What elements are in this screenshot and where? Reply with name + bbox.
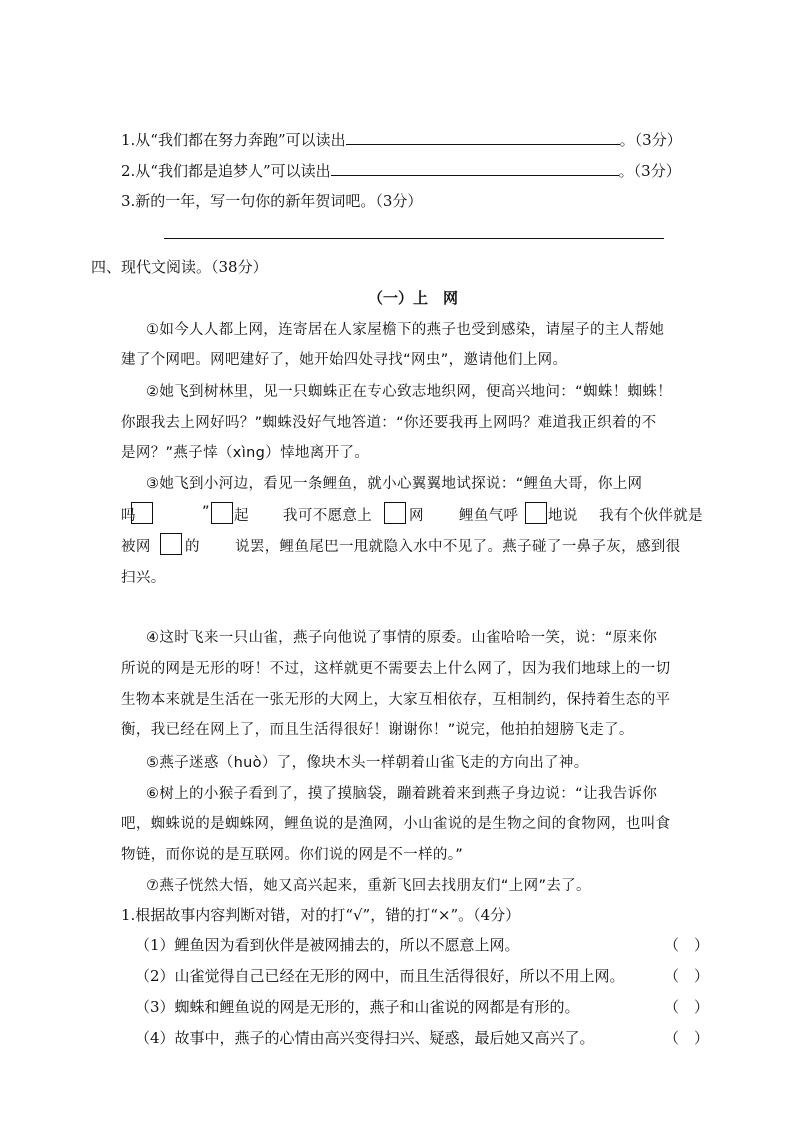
story-line: ②她飞到树林里，见一只蜘蛛正在专心致志地织网，便高兴地问：“蜘蛛！蜘蛛！	[146, 384, 673, 400]
judge-item: （1）鲤鱼因为看到伙伴是被网捕去的，所以不愿意上网。	[135, 936, 520, 954]
punctuation-box[interactable]	[384, 502, 406, 524]
story-fragment: 的	[185, 539, 200, 555]
punctuation-box[interactable]	[131, 502, 153, 524]
judge-answer-paren[interactable]: （ ）	[664, 936, 710, 954]
story-line: 物链，而你说的是互联网。你们说的网是不一样的。”	[121, 847, 464, 863]
story-title: （一）上 网	[368, 289, 459, 307]
question-1-suffix: 。（3分）	[619, 131, 682, 149]
story-fragment: 网	[409, 508, 424, 524]
question-2	[121, 159, 681, 181]
question-2-suffix: 。（3分）	[618, 162, 681, 180]
story-fragment: 地说	[548, 508, 578, 524]
story-line: 所说的网是无形的呀！不过，这样就更不需要去上什么网了，因为我们地球上的一切	[121, 661, 671, 677]
judge-item: （2）山雀觉得自己已经在无形的网中，而且生活得很好，所以不用上网。	[135, 967, 625, 985]
story-line-with-box	[121, 533, 721, 557]
story-fragment: 吗	[121, 508, 136, 524]
story-line: 衡，我已经在网上了，而且生活得很好！谢谢你！”说完，他拍拍翅膀飞走了。	[121, 722, 634, 738]
story-fragment: 我可不愿意上	[283, 508, 373, 524]
story-line: 扫兴。	[121, 570, 166, 586]
answer-line-3[interactable]	[164, 238, 664, 239]
punctuation-box[interactable]	[525, 502, 547, 524]
story-line: ⑤燕子迷惑（huò）了，像块木头一样朝着山雀飞走的方向出了神。	[146, 755, 589, 771]
story-line: ④这时飞来一只山雀，燕子向他说了事情的原委。山雀哈哈一笑，说：“原来你	[146, 630, 658, 646]
judge-question-prompt: 1.根据故事内容判断对错，对的打“√”，错的打“×”。（4分）	[121, 906, 521, 924]
story-line: ③她飞到小河边，看见一条鲤鱼，就小心翼翼地试探说：“鲤鱼大哥，你上网	[146, 476, 643, 492]
story-fragment: 起	[234, 508, 249, 524]
question-1-prefix: 1.从“我们都在努力奔跑”可以读出	[121, 131, 346, 149]
punctuation-box[interactable]	[211, 502, 233, 524]
story-line: ①如今人人都上网，连寄居在人家屋檐下的燕子也受到感染，请屋子的主人帮她	[146, 322, 665, 338]
story-fragment: 被网	[121, 539, 151, 555]
judge-answer-paren[interactable]: （ ）	[664, 967, 710, 985]
story-line: ⑥树上的小猴子看到了，摸了摸脑袋，蹦着跳着来到燕子身边说：“让我告诉你	[146, 786, 658, 802]
section-heading: 四、现代文阅读。（38分）	[91, 258, 268, 276]
question-3: 3.新的一年，写一句你的新年贺词吧。（3分）	[121, 192, 423, 210]
answer-blank-2[interactable]	[331, 159, 619, 176]
story-line: 生物本来就是生活在一张无形的大网上，大家互相依存，互相制约，保持着生态的平	[121, 692, 671, 708]
judge-item: （4）故事中，燕子的心情由高兴变得扫兴、疑惑，最后她又高兴了。	[135, 1029, 595, 1047]
story-fragment: 我有个伙伴就是	[599, 508, 703, 524]
judge-item: （3）蜘蛛和鲤鱼说的网是无形的，燕子和山雀说的网都是有形的。	[135, 998, 580, 1016]
judge-answer-paren[interactable]: （ ）	[664, 1029, 710, 1047]
story-line: ⑦燕子恍然大悟，她又高兴起来，重新飞回去找朋友们“上网”去了。	[146, 878, 591, 894]
answer-blank-1[interactable]	[346, 128, 620, 145]
question-2-prefix: 2.从“我们都是追梦人”可以读出	[121, 162, 331, 180]
story-fragment: ”	[202, 504, 210, 520]
story-line: 吧，蜘蛛说的是蜘蛛网，鲤鱼说的是渔网，小山雀说的是生物之间的食物网，也叫食	[121, 816, 671, 832]
story-line: 你跟我去上网好吗？”蜘蛛没好气地答道：“你还要我再上网吗？难道我正织着的不	[121, 415, 657, 431]
story-fragment: 鲤鱼气呼	[459, 508, 519, 524]
story-line-with-boxes	[121, 502, 721, 526]
punctuation-box[interactable]	[160, 533, 182, 555]
story-line: 是网？”燕子悻（xìng）悻地离开了。	[121, 445, 370, 461]
judge-answer-paren[interactable]: （ ）	[664, 998, 710, 1016]
story-fragment: 说罢，鲤鱼尾巴一甩就隐入水中不见了。燕子碰了一鼻子灰，感到很	[235, 539, 681, 555]
story-line: 建了个网吧。网吧建好了，她开始四处寻找“网虫”，邀请他们上网。	[121, 352, 568, 368]
question-1	[121, 128, 682, 150]
